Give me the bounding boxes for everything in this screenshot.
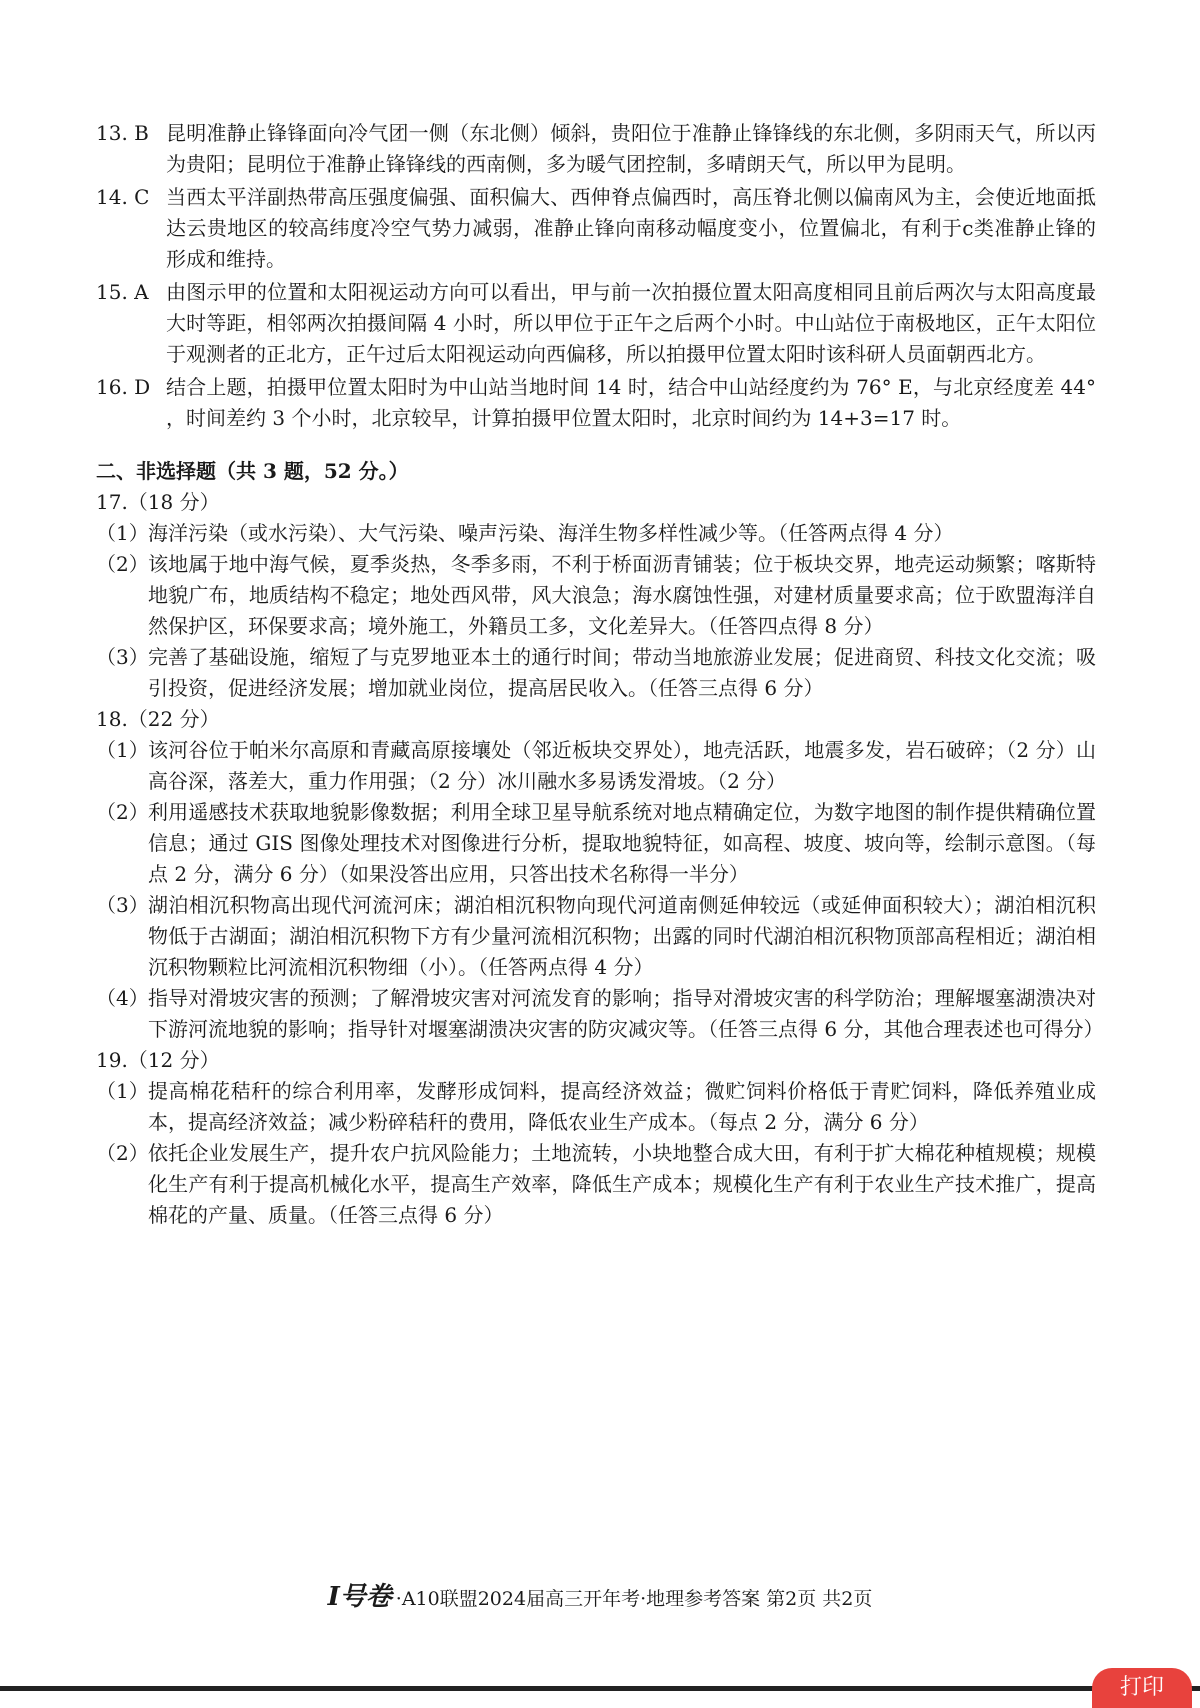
mc-number: 14. C — [96, 185, 150, 209]
bottom-divider — [0, 1686, 1200, 1691]
mc-answer-item — [96, 372, 1096, 434]
mc-answer-item — [96, 182, 1096, 275]
mc-explanation: 当西太平洋副热带高压强度偏强、面积偏大、西伸脊点偏西时，高压脊北侧以偏南风为主，会使近地面抵达云贵地区的较高纬度冷空气势力减弱，准静止锋向南移动幅度变小，位置偏北，有利于c类准静止锋的形成和维持。 — [166, 185, 1096, 271]
question-part — [96, 1138, 1096, 1231]
part-answer: 该地属于地中海气候，夏季炎热，冬季多雨，不利于桥面沥青铺装；位于板块交界，地壳运动频繁；喀斯特地貌广布，地质结构不稳定；地处西风带，风大浪急；海水腐蚀性强，对建材质量要求高；位于欧盟海洋自然保护区，环保要求高；境外施工，外籍员工多，文化差异大。（任答四点得 8 分） — [148, 552, 1096, 638]
part-label: （4） — [96, 986, 149, 1010]
question-heading: 19.（12 分） — [96, 1048, 220, 1072]
part-answer: 指导对滑坡灾害的预测；了解滑坡灾害对河流发育的影响；指导对滑坡灾害的科学防治；理解堰塞湖溃决对下游河流地貌的影响；指导针对堰塞湖溃决灾害的防灾减灾等。（任答三点得 6 分，其他合理表述也可得分） — [148, 986, 1104, 1041]
mc-answer-item — [96, 277, 1096, 370]
section-title: 二、非选择题（共 3 题，52 分。） — [96, 459, 409, 483]
question-heading: 17.（18 分） — [96, 490, 220, 514]
part-label: （3） — [96, 893, 149, 917]
question-part — [96, 890, 1096, 983]
question-part — [96, 518, 1096, 549]
mc-answer-item — [96, 118, 1096, 180]
part-answer: 依托企业发展生产，提升农户抗风险能力；土地流转，小块地整合成大田，有利于扩大棉花种植规模；规模化生产有利于提高机械化水平，提高生产效率，降低生产成本；规模化生产有利于农业生产技术推广，提高棉花的产量、质量。（任答三点得 6 分） — [148, 1141, 1096, 1227]
footer-text: ·A10联盟2024届高三开年考·地理参考答案 第2页 共2页 — [395, 1588, 873, 1610]
mc-explanation: 昆明准静止锋锋面向冷气团一侧（东北侧）倾斜，贵阳位于准静止锋锋线的东北侧，多阴雨天气，所以丙为贵阳；昆明位于准静止锋锋线的西南侧，多为暖气团控制，多晴朗天气，所以甲为昆明。 — [166, 121, 1096, 176]
mc-explanation: 结合上题，拍摄甲位置太阳时为中山站当地时间 14 时，结合中山站经度约为 76° E，与北京经度差 44° ，时间差约 3 个小时，北京较早，计算拍摄甲位置太阳时，北京时间约为 14+3=17 时。 — [166, 375, 1096, 430]
question-part — [96, 549, 1096, 642]
part-label: （1） — [96, 738, 149, 762]
mc-number: 13. B — [96, 121, 149, 145]
question-17 — [96, 487, 1096, 704]
question-part — [96, 983, 1104, 1045]
publisher-logo: Ⅰ号卷 — [327, 1582, 392, 1612]
part-label: （3） — [96, 645, 149, 669]
part-label: （1） — [96, 1079, 149, 1103]
multiple-choice-answers — [96, 118, 1096, 434]
page-footer — [0, 1576, 1200, 1613]
part-answer: 湖泊相沉积物高出现代河流河床；湖泊相沉积物向现代河道南侧延伸较远（或延伸面积较大）；湖泊相沉积物低于古湖面；湖泊相沉积物下方有少量河流相沉积物；出露的同时代湖泊相沉积物顶部高程相近；湖泊相沉积物颗粒比河流相沉积物细（小）。（任答两点得 4 分） — [148, 893, 1096, 979]
part-answer: 海洋污染（或水污染）、大气污染、噪声污染、海洋生物多样性减少等。（任答两点得 4 分） — [148, 521, 954, 545]
question-part — [96, 735, 1096, 797]
print-button[interactable]: 打印 — [1092, 1668, 1192, 1708]
mc-explanation: 由图示甲的位置和太阳视运动方向可以看出，甲与前一次拍摄位置太阳高度相同且前后两次与太阳高度最大时等距，相邻两次拍摄间隔 4 小时，所以甲位于正午之后两个小时。中山站位于南极地区，正午太阳位于观测者的正北方，正午过后太阳视运动向西偏移，所以拍摄甲位置太阳时该科研人员面朝西北方。 — [166, 280, 1096, 366]
part-answer: 该河谷位于帕米尔高原和青藏高原接壤处（邻近板块交界处），地壳活跃，地震多发，岩石破碎；（2 分）山高谷深，落差大，重力作用强；（2 分）冰川融水多易诱发滑坡。（2 分） — [148, 738, 1096, 793]
part-answer: 提高棉花秸秆的综合利用率，发酵形成饲料，提高经济效益；微贮饲料价格低于青贮饲料，降低养殖业成本，提高经济效益；减少粉碎秸秆的费用，降低农业生产成本。（每点 2 分，满分 6 分） — [148, 1079, 1096, 1134]
part-label: （1） — [96, 521, 149, 545]
part-label: （2） — [96, 800, 149, 824]
part-answer: 完善了基础设施，缩短了与克罗地亚本土的通行时间；带动当地旅游业发展；促进商贸、科技文化交流；吸引投资，促进经济发展；增加就业岗位，提高居民收入。（任答三点得 6 分） — [148, 645, 1096, 700]
question-part — [96, 1076, 1096, 1138]
question-18 — [96, 704, 1104, 1045]
question-heading: 18.（22 分） — [96, 707, 220, 731]
question-part — [96, 797, 1096, 890]
question-part — [96, 642, 1096, 704]
question-19 — [96, 1045, 1096, 1231]
part-label: （2） — [96, 1141, 149, 1165]
part-answer: 利用遥感技术获取地貌影像数据；利用全球卫星导航系统对地点精确定位，为数字地图的制作提供精确位置信息；通过 GIS 图像处理技术对图像进行分析，提取地貌特征，如高程、坡度、坡向等，绘制示意图。（每点 2 分，满分 6 分）（如果没答出应用，只答出技术名称得一半分） — [148, 800, 1096, 886]
part-label: （2） — [96, 552, 149, 576]
mc-number: 16. D — [96, 375, 151, 399]
mc-number: 15. A — [96, 280, 149, 304]
answer-content — [96, 118, 1104, 1231]
